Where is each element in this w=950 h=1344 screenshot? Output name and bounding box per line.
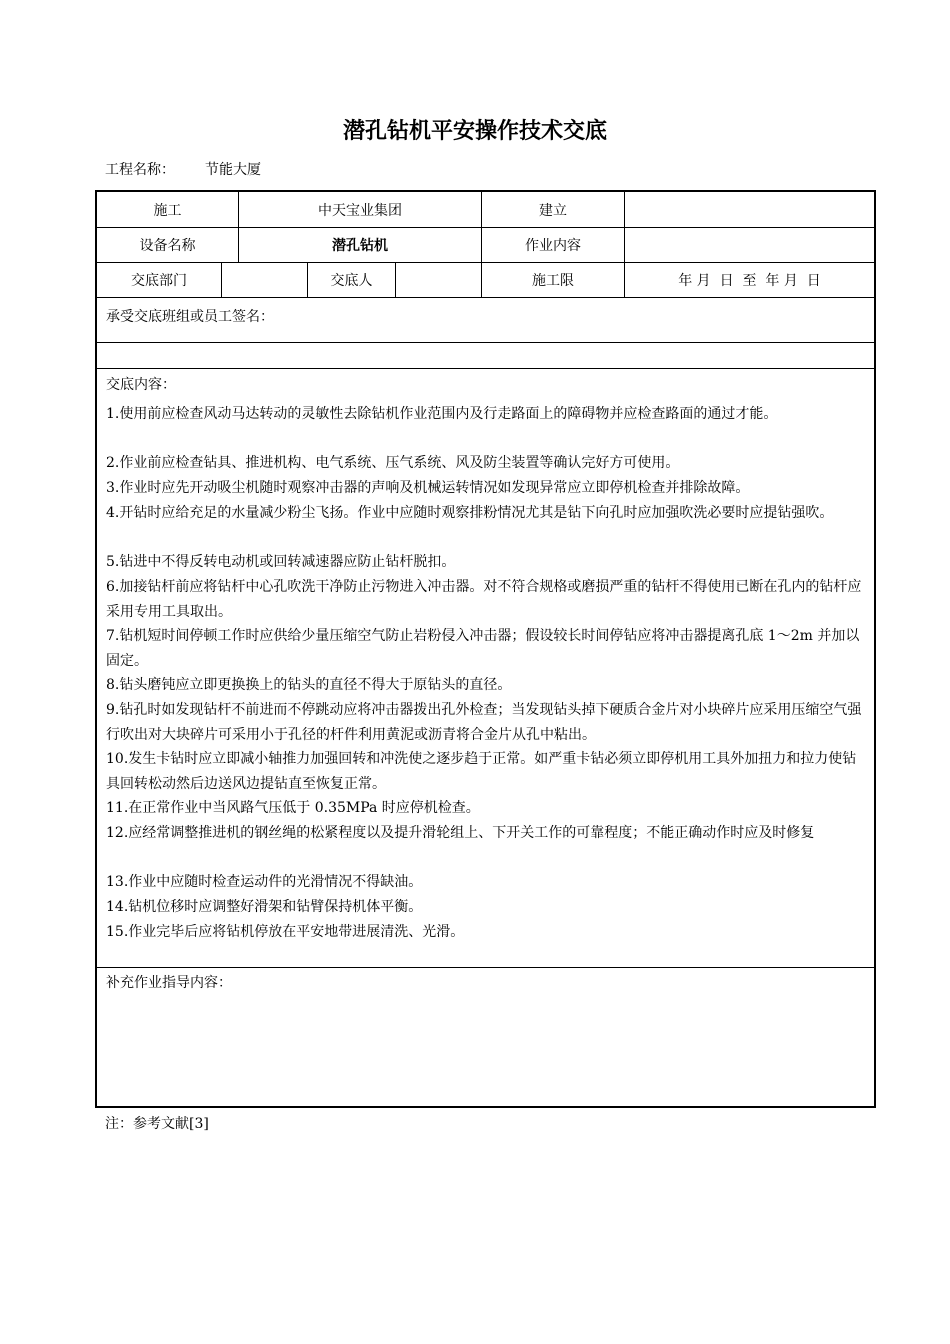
period-value[interactable]: 年 月 日 至 年 月 日 (678, 272, 821, 289)
supplement-label: 补充作业指导内容： (106, 975, 232, 991)
work-content-label: 作业内容 (482, 227, 625, 262)
list-item: 4.开钻时应给充足的水量减少粉尘飞扬。作业中应随时观察排粉情况尤其是钻下向孔时应加强吹洗必要时应提钻强吹。 (106, 505, 834, 521)
list-item: 7.钻机短时间停顿工作时应供给少量压缩空气防止岩粉侵入冲击器；假设较长时间停钻应将冲击器提离孔底 1～2m 并加以固定。 (106, 628, 860, 669)
table-row-construction (97, 192, 874, 228)
dept-label: 交底部门 (97, 262, 222, 297)
list-item: 10.发生卡钻时应立即减小轴推力加强回转和冲洗使之逐步趋于正常。如严重卡钻必须立即停机用工具外加扭力和拉力使钻具回转松动然后边送风边提钻直至恢复正常。 (106, 751, 857, 792)
work-content-value[interactable] (625, 227, 874, 262)
construction-value: 中天宝业集团 (239, 192, 482, 227)
handover-table (95, 190, 876, 1108)
list-item: 15.作业完毕后应将钻机停放在平安地带进展清洗、光滑。 (106, 924, 465, 940)
build-value[interactable] (625, 192, 874, 227)
person-value[interactable] (396, 262, 482, 297)
signature-row (97, 297, 874, 343)
content-section (97, 368, 874, 968)
list-item: 13.作业中应随时检查运动件的光滑情况不得缺油。 (106, 874, 423, 890)
equipment-value: 潜孔钻机 (239, 227, 482, 262)
list-item: 11.在正常作业中当风路气压低于 0.35MPa 时应停机检查。 (106, 800, 480, 816)
table-row-equipment (97, 227, 874, 263)
list-item: 2.作业前应检查钻具、推进机构、电气系统、压气系统、风及防尘装置等确认完好方可使用。 (106, 455, 680, 471)
list-item: 5.钻进中不得反转电动机或回转减速器应防止钻杆脱扣。 (106, 554, 456, 570)
list-item: 14.钻机位移时应调整好滑架和钻臂保持机体平衡。 (106, 899, 423, 915)
list-item: 1.使用前应检查风动马达转动的灵敏性去除钻机作业范围内及行走路面上的障碍物并应检查路面的通过才能。 (106, 406, 778, 422)
list-item: 9.钻孔时如发现钻杆不前进而不停跳动应将冲击器拨出孔外检查；当发现钻头掉下硬质合金片对小块碎片应采用压缩空气强行吹出对大块碎片可采用小于孔径的杆件利用黄泥或沥青将合金片从孔中粘出。 (106, 702, 862, 743)
reference-note: 注：参考文献[3] (105, 1116, 209, 1132)
signature-label: 承受交底班组或员工签名： (106, 309, 274, 325)
list-item: 6.加接钻杆前应将钻杆中心孔吹洗干净防止污物进入冲击器。对不符合规格或磨损严重的钻杆不得使用已断在孔内的钻杆应采用专用工具取出。 (106, 579, 862, 620)
period-label: 施工限 (482, 262, 625, 297)
project-name (105, 159, 261, 179)
construction-label: 施工 (97, 192, 239, 227)
signature-blank-row[interactable] (97, 342, 874, 369)
list-item: 3.作业时应先开动吸尘机随时观察冲击器的声响及机械运转情况如发现异常应立即停机检查并排除故障。 (106, 480, 750, 496)
document-title: 潜孔钻机平安操作技术交底 (342, 119, 607, 144)
list-item: 8.钻头磨钝应立即更换换上的钻头的直径不得大于原钻头的直径。 (106, 677, 512, 693)
person-label: 交底人 (308, 262, 396, 297)
dept-value[interactable] (222, 262, 308, 297)
content-label: 交底内容： (106, 377, 176, 393)
equipment-label: 设备名称 (97, 227, 239, 262)
list-item: 12.应经常调整推进机的钢丝绳的松紧程度以及提升滑轮组上、下开关工作的可靠程度；不能正确动作时应及时修复 (106, 825, 815, 841)
supplement-section (97, 967, 874, 1106)
build-label: 建立 (482, 192, 625, 227)
project-label: 工程名称： (105, 162, 175, 178)
project-value: 节能大厦 (205, 162, 261, 178)
table-row-handover (97, 262, 874, 298)
